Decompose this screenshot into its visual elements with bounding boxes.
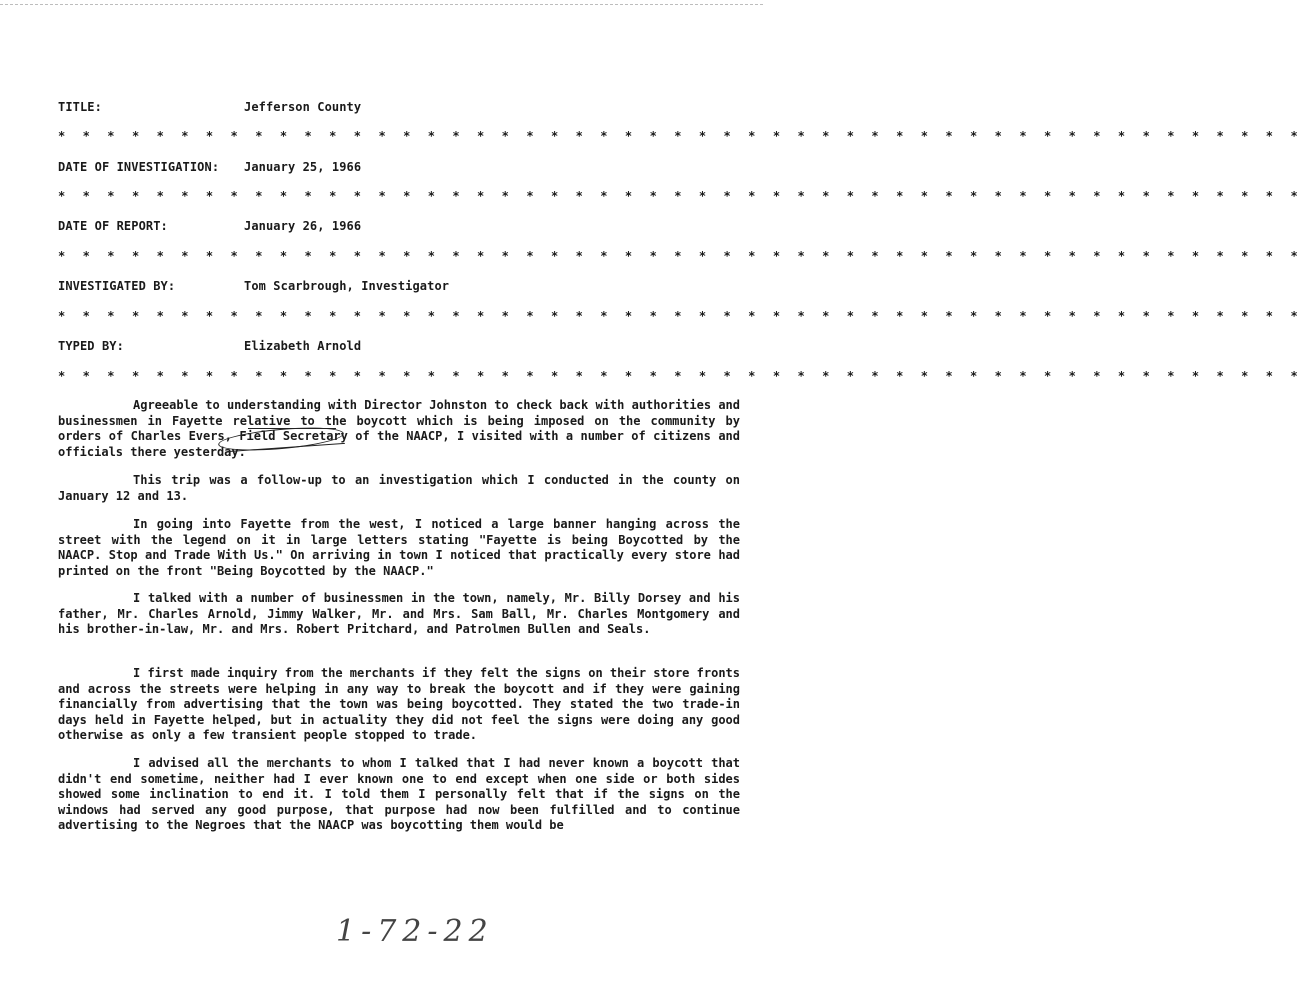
typed-by-field: [58, 339, 361, 353]
body-paragraph-6: I advised all the merchants to whom I talked that I had never known a boycott that didn't end sometime, neither had I ever known one to end except when one side or both sides showed some inclination to end it. I told them I personally felt that if the signs on the windows had served any good purpose, that purpose had now been fulfilled and to continue advertising to the Negroes that the NAACP was boycotting them would be: [58, 756, 740, 832]
handwritten-number: 1-72-22: [336, 914, 494, 949]
investigated-by-value: Tom Scarbrough, Investigator: [244, 279, 450, 293]
typed-by-value: Elizabeth Arnold: [244, 339, 362, 353]
investigated-by-field: [58, 279, 449, 293]
torn-top-edge: [0, 4, 763, 5]
separator-2: * * * * * * * * * * * * * * * * * * * * * * * * * * * * * * * * * * * * * * * * * * * * * * * * * * *: [58, 189, 1303, 203]
date-report-label: DATE OF REPORT:: [58, 219, 168, 233]
typed-by-label: TYPED BY:: [58, 339, 124, 353]
separator-5: * * * * * * * * * * * * * * * * * * * * * * * * * * * * * * * * * * * * * * * * * * * * * * * * * * *: [58, 369, 1303, 383]
body-paragraph-1: Agreeable to understanding with Director Johnston to check back with authorities and businessmen in Fayette relative to the boycott which is being imposed on the community by orders of Charles Evers, Field Secretary of the NAACP, I visited with a number of citizens and officials there yesterday.: [58, 398, 740, 459]
body-paragraph-2: This trip was a follow-up to an investigation which I conducted in the county on January 12 and 13.: [58, 473, 740, 503]
title-field: [58, 100, 361, 114]
separator-4: * * * * * * * * * * * * * * * * * * * * * * * * * * * * * * * * * * * * * * * * * * * * * * * * * * *: [58, 309, 1303, 323]
date-investigation-value: January 25, 1966: [244, 160, 362, 174]
body-paragraph-4: I talked with a number of businessmen in the town, namely, Mr. Billy Dorsey and his father, Mr. Charles Arnold, Jimmy Walker, Mr. and Mrs. Sam Ball, Mr. Charles Montgomery and his brother-in-law, Mr. and Mrs. Robert Pritchard, and Patrolmen Bullen and Seals.: [58, 591, 740, 636]
separator-3: * * * * * * * * * * * * * * * * * * * * * * * * * * * * * * * * * * * * * * * * * * * * * * * * * * *: [58, 249, 1303, 263]
body-paragraph-3: In going into Fayette from the west, I noticed a large banner hanging across the street with the legend on it in large letters stating "Fayette is being Boycotted by the NAACP. Stop and Trade With Us." On arriving in town I noticed that practically every store had printed on the front "Being Boycotted by the NAACP.": [58, 517, 740, 578]
investigated-by-label: INVESTIGATED BY:: [58, 279, 176, 293]
date-investigation-field: [58, 160, 361, 174]
date-report-field: [58, 219, 361, 233]
date-investigation-label: DATE OF INVESTIGATION:: [58, 160, 220, 174]
date-report-value: January 26, 1966: [244, 219, 362, 233]
separator-1: * * * * * * * * * * * * * * * * * * * * * * * * * * * * * * * * * * * * * * * * * * * * * * * * * * *: [58, 129, 1303, 143]
title-value: Jefferson County: [244, 100, 362, 114]
title-label: TITLE:: [58, 100, 102, 114]
body-paragraph-5: I first made inquiry from the merchants if they felt the signs on their store fronts and across the streets were helping in any way to break the boycott and if they were gaining financially from advertising that the town was being boycotted. They stated the two trade-in days held in Fayette helped, but in actuality they did not feel the signs were doing any good otherwise as only a few transient people stopped to trade.: [58, 666, 740, 742]
